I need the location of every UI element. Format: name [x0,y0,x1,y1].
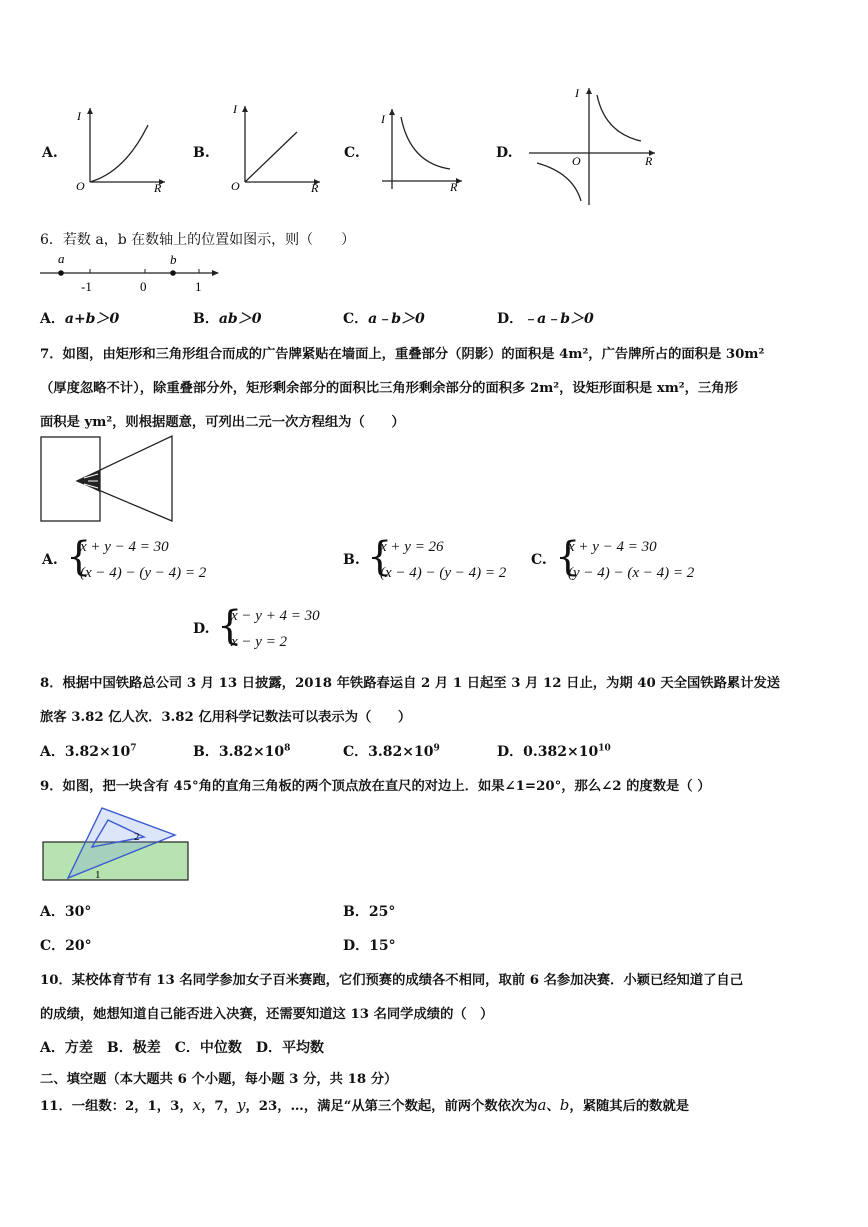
svg-text:R: R [311,181,319,195]
axis-label-r: R [154,181,162,195]
q8-option-b: B．$3.82\times 10^8$ [193,743,291,760]
q8-line1: 8．根据中国铁路总公司 3 月 13 日披露，2018 年铁路春运自 2 月 1 日起至 3 月 12 日止，为期 40 天全国铁路累计发送 [40,676,781,691]
svg-text:I: I [381,112,385,126]
q6-option-d: D．﹣a﹣b＞0 [497,311,594,327]
q7-option-a-label: A. [42,552,58,568]
svg-text:I: I [233,102,237,116]
q7-option-c-label: C. [531,552,547,568]
q7-option-c-brace: { [555,534,581,580]
q5-option-a-label: A. [42,145,58,161]
q5-graph-d [525,83,660,208]
svg-text:b: b [170,252,177,267]
q6-option-c: C．a﹣b＞0 [343,311,425,327]
q9-stem: 9．如图，把一块含有 45°角的直角三角板的两个顶点放在直尺的对边上．如果∠1=20°，那么∠2 的度数是（ ） [40,779,711,794]
q7-line3: 面积是 ym²，则根据题意，可列出二元一次方程组为（ ） [40,415,405,430]
q10-options: A．方差 B．极差 C．中位数 D．平均数 [40,1040,324,1056]
q7-option-a-eq: x + y − 4 = 30 (x − 4) − (y − 4) = 2 [80,539,207,581]
origin-label: O [76,179,85,193]
q7-option-b-eq: x + y = 26 (x − 4) − (y − 4) = 2 [380,539,507,581]
q7-option-c-eq: x + y − 4 = 30 (y − 4) − (x − 4) = 2 [568,539,695,581]
q5-option-d-label: D. [496,145,513,161]
q7-option-b-brace: { [367,534,393,580]
q6-option-b: B．ab＞0 [193,311,262,327]
section-2-heading: 二、填空题（本大题共 6 个小题，每小题 3 分，共 18 分） [40,1072,398,1087]
point-b [170,270,176,276]
q6-option-a: A．a+b＞0 [40,311,120,327]
svg-text:a: a [58,252,65,266]
q9-option-c: C．20° [40,938,92,954]
q7-option-d-label: D. [193,621,210,637]
q8-option-d: D．$0.382\times 10^{10}$ [497,743,611,760]
q9-option-d: D．15° [343,938,396,954]
q5-option-c-label: C. [344,145,360,161]
q9-option-b: B．25° [343,904,396,920]
q6-number-line [38,252,228,296]
q9-ruler-triangle-figure [40,805,192,885]
svg-text:1: 1 [195,279,202,294]
svg-text:R: R [450,180,458,193]
q9-option-a: A．30° [40,904,92,920]
svg-text:O: O [231,179,240,193]
q5-graph-b [225,98,325,195]
svg-text:O: O [572,154,581,168]
q7-line2: （厚度忽略不计），除重叠部分外，矩形剩余部分的面积比三角形剩余部分的面积多 2m²，设矩形面积是 xm²，三角形 [40,381,738,396]
q5-graph-a [70,100,170,195]
q7-option-b-label: B. [343,552,360,568]
q8-option-c: C．$3.82\times 10^9$ [343,743,440,760]
q5-option-b-label: B. [193,145,210,161]
q7-option-a-brace: { [66,534,92,580]
svg-text:R: R [645,154,653,168]
q8-option-a: A．$3.82\times 10^7$ [40,743,137,760]
q7-option-d-brace: { [217,603,243,649]
q10-line2: 的成绩，她想知道自己能否进入决赛，还需要知道这 13 名同学成绩的（ ） [40,1007,494,1022]
q6-stem: 6．若数 a，b 在数轴上的位置如图示，则（ ） [40,232,356,248]
q7-line1: 7．如图，由矩形和三角形组合而成的广告牌紧贴在墙面上，重叠部分（阴影）的面积是 4m²，广告牌所占的面积是 30m² [40,347,765,362]
q8-line2: 旅客 3.82 亿人次．3.82 亿用科学记数法可以表示为（ ） [40,710,412,725]
q7-billboard-figure [40,434,180,526]
point-a [58,270,64,276]
svg-text:I: I [575,86,579,100]
svg-text:2: 2 [134,831,140,843]
axis-label-i: I [77,109,81,123]
svg-text:0: 0 [140,279,147,294]
svg-text:-1: -1 [81,279,92,294]
q7-option-d-eq: x − y + 4 = 30 x − y = 2 [231,608,320,650]
svg-text:1: 1 [95,869,101,881]
q10-line1: 10．某校体育节有 13 名同学参加女子百米赛跑，它们预赛的成绩各不相同，取前 6 名参加决赛．小颖已经知道了自己 [40,973,744,988]
q11-stem: 11．一组数：2，1，3，x，7，y，23，…，满足“从第三个数起，前两个数依次为a、b，紧随其后的数就是 [40,1096,690,1114]
q5-graph-c [370,103,465,193]
